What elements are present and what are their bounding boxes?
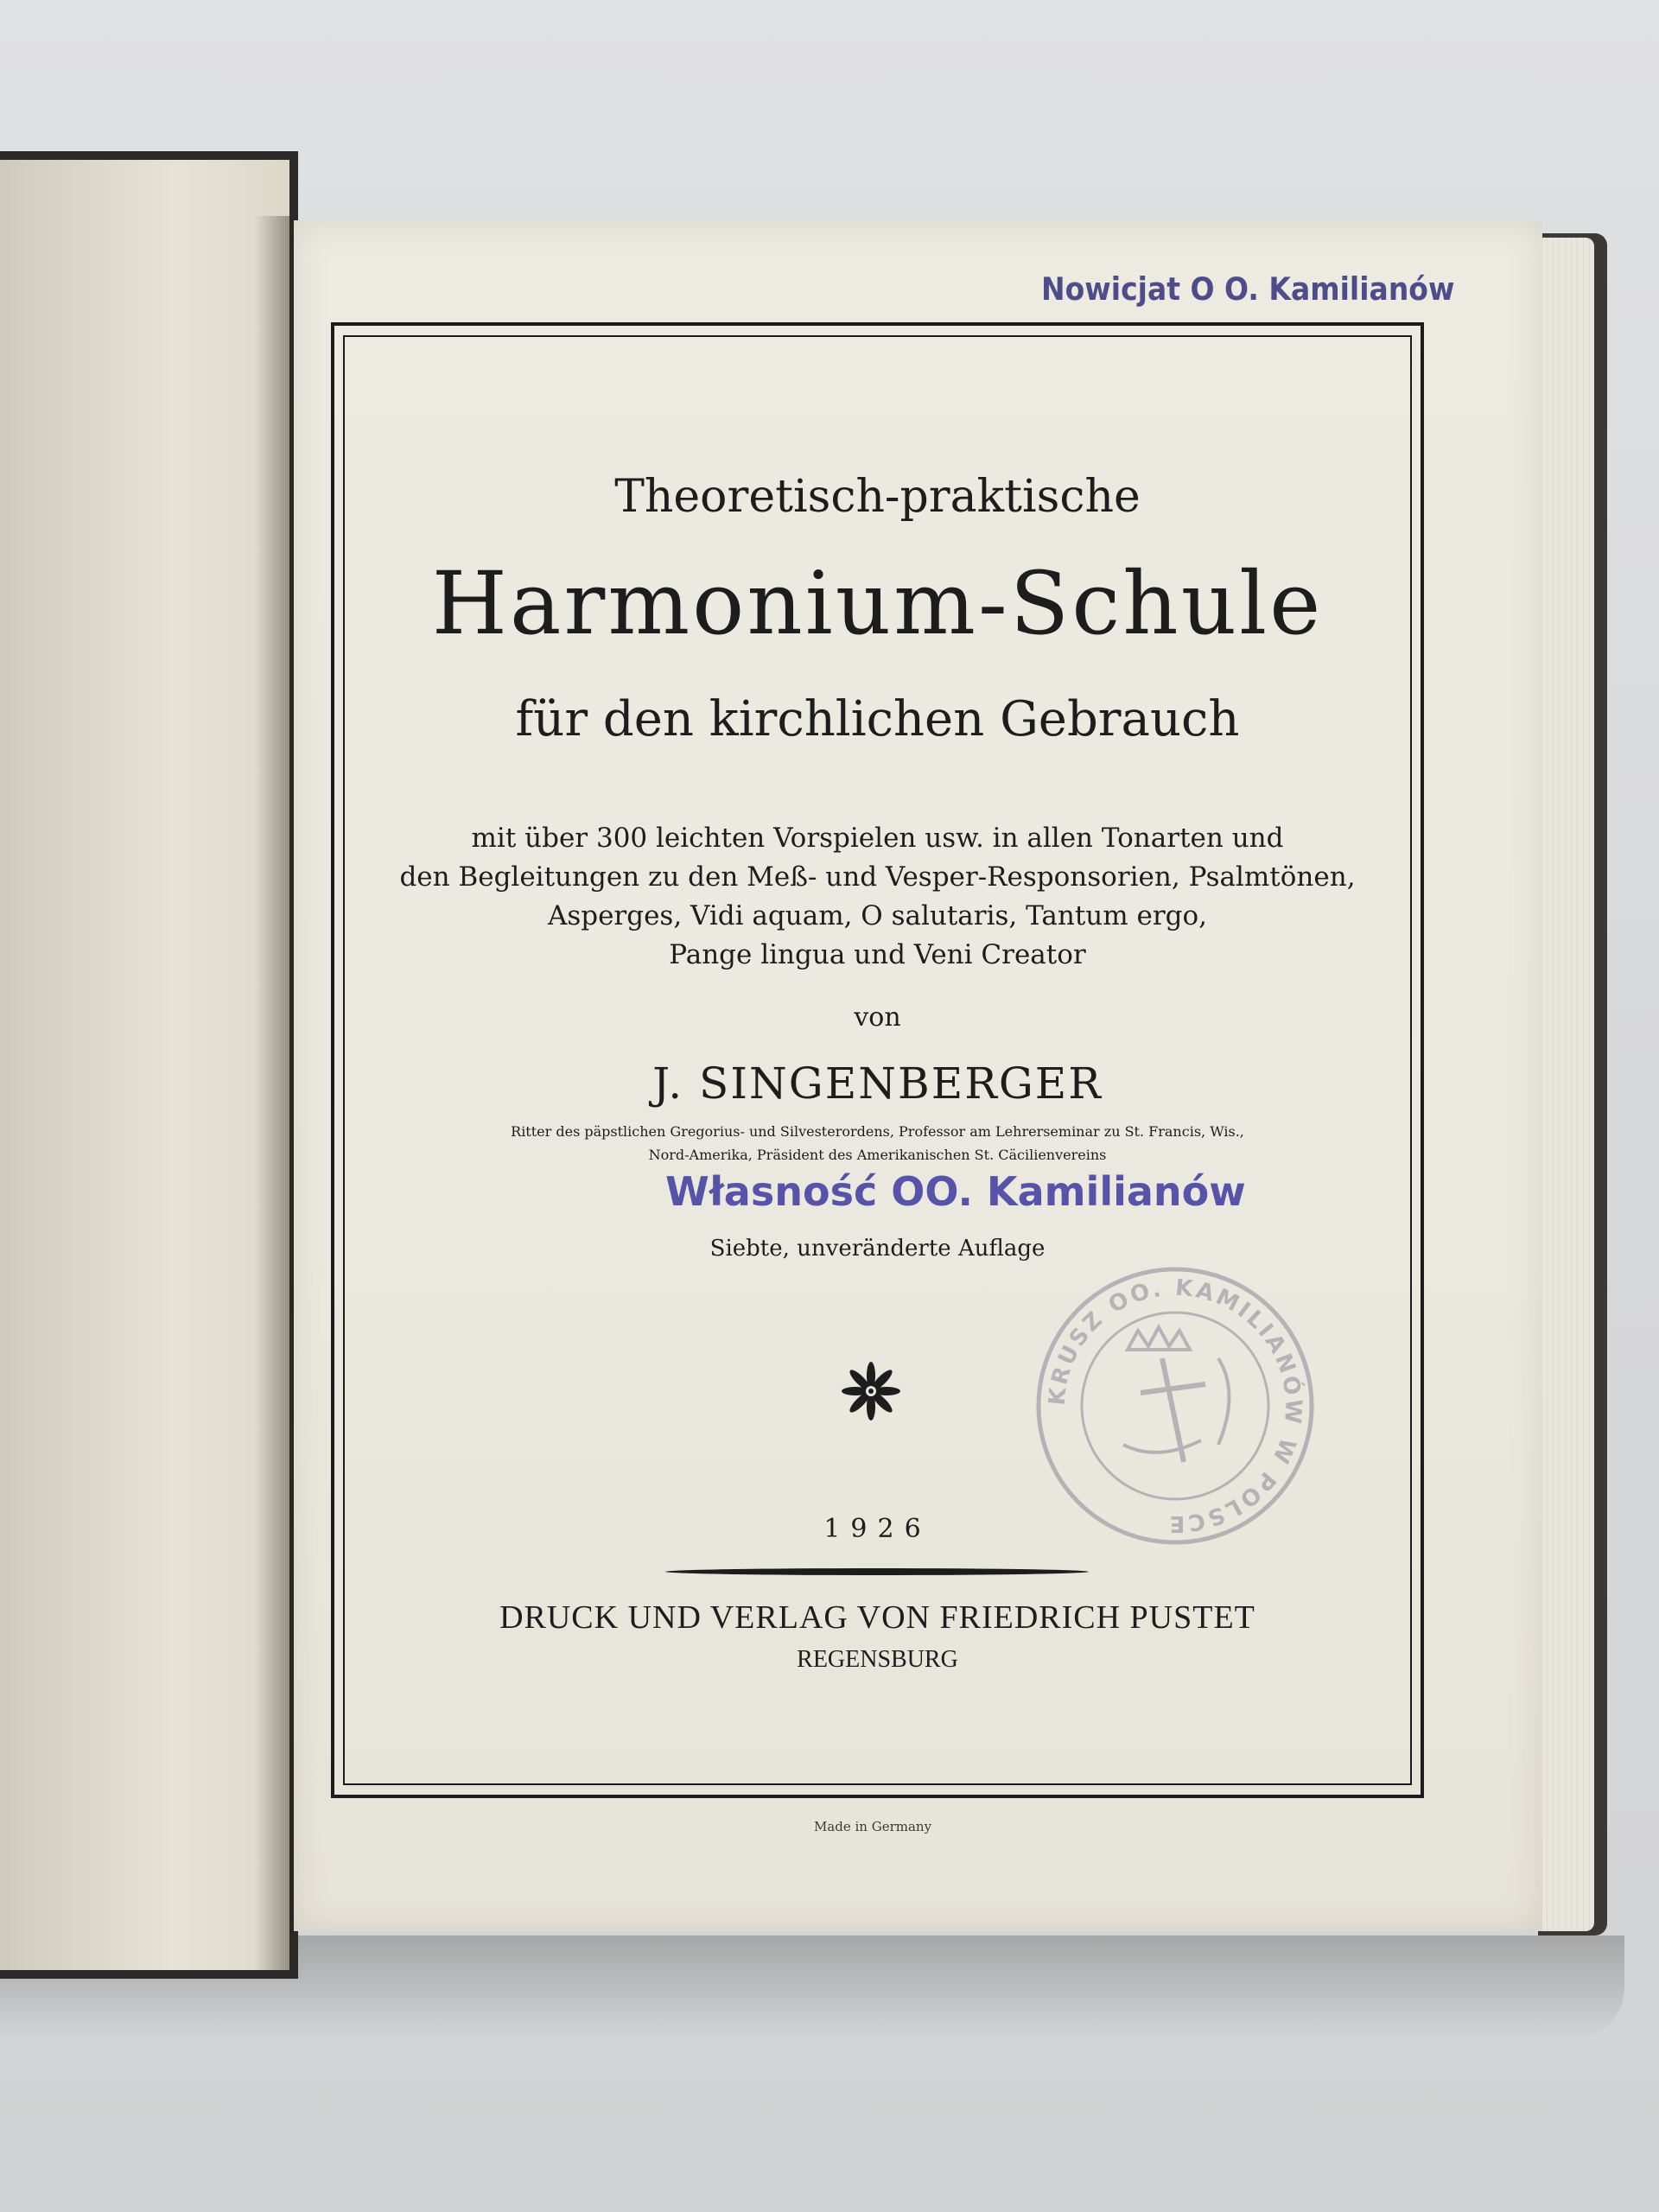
author-honors-line: Ritter des päpstlichen Gregorius- und Silvesterordens, Professor am Lehrerseminar zu St. Francis, Wis., [511,1123,1244,1140]
description-line: den Begleitungen zu den Meß- und Vesper-Responsorien, Psalmtönen, [399,861,1356,893]
publisher-place: REGENSBURG [797,1646,958,1673]
edition-note: Siebte, unveränderte Auflage [709,1236,1046,1262]
description-line: Asperges, Vidi aquam, O salutaris, Tantum ergo, [547,900,1208,931]
round-seal-stamp [1033,1263,1318,1548]
made-in-note: Made in Germany [813,1819,932,1834]
description-line: Pange lingua und Veni Creator [669,939,1086,970]
seal-text: KRUSZ OO. KAMILIANÓW W POLSCE [1044,1274,1306,1537]
author-name: J. SINGENBERGER [652,1058,1103,1109]
left-page [0,160,289,1970]
publication-year: 1926 [823,1514,931,1544]
author-honors-line: Nord-Amerika, Präsident des Amerikanischen St. Cäcilienvereins [648,1147,1107,1163]
publisher-line: DRUCK UND VERLAG VON FRIEDRICH PUSTET [499,1599,1255,1636]
novitiate-stamp: Nowicjat O O. Kamilianów [1041,270,1455,308]
subtitle-top: Theoretisch-praktische [614,471,1141,523]
decorative-rule [665,1568,1089,1575]
main-title: Harmonium-Schule [431,553,1324,654]
subtitle-bottom: für den kirchlichen Gebrauch [515,691,1240,747]
ownership-stamp: Własność OO. Kamilianów [665,1168,1246,1215]
by-label: von [854,1002,901,1033]
book-gutter [255,216,294,1970]
flower-ornament-icon [836,1357,906,1426]
description-line: mit über 300 leichten Vorspielen usw. in allen Tonarten und [471,823,1284,854]
